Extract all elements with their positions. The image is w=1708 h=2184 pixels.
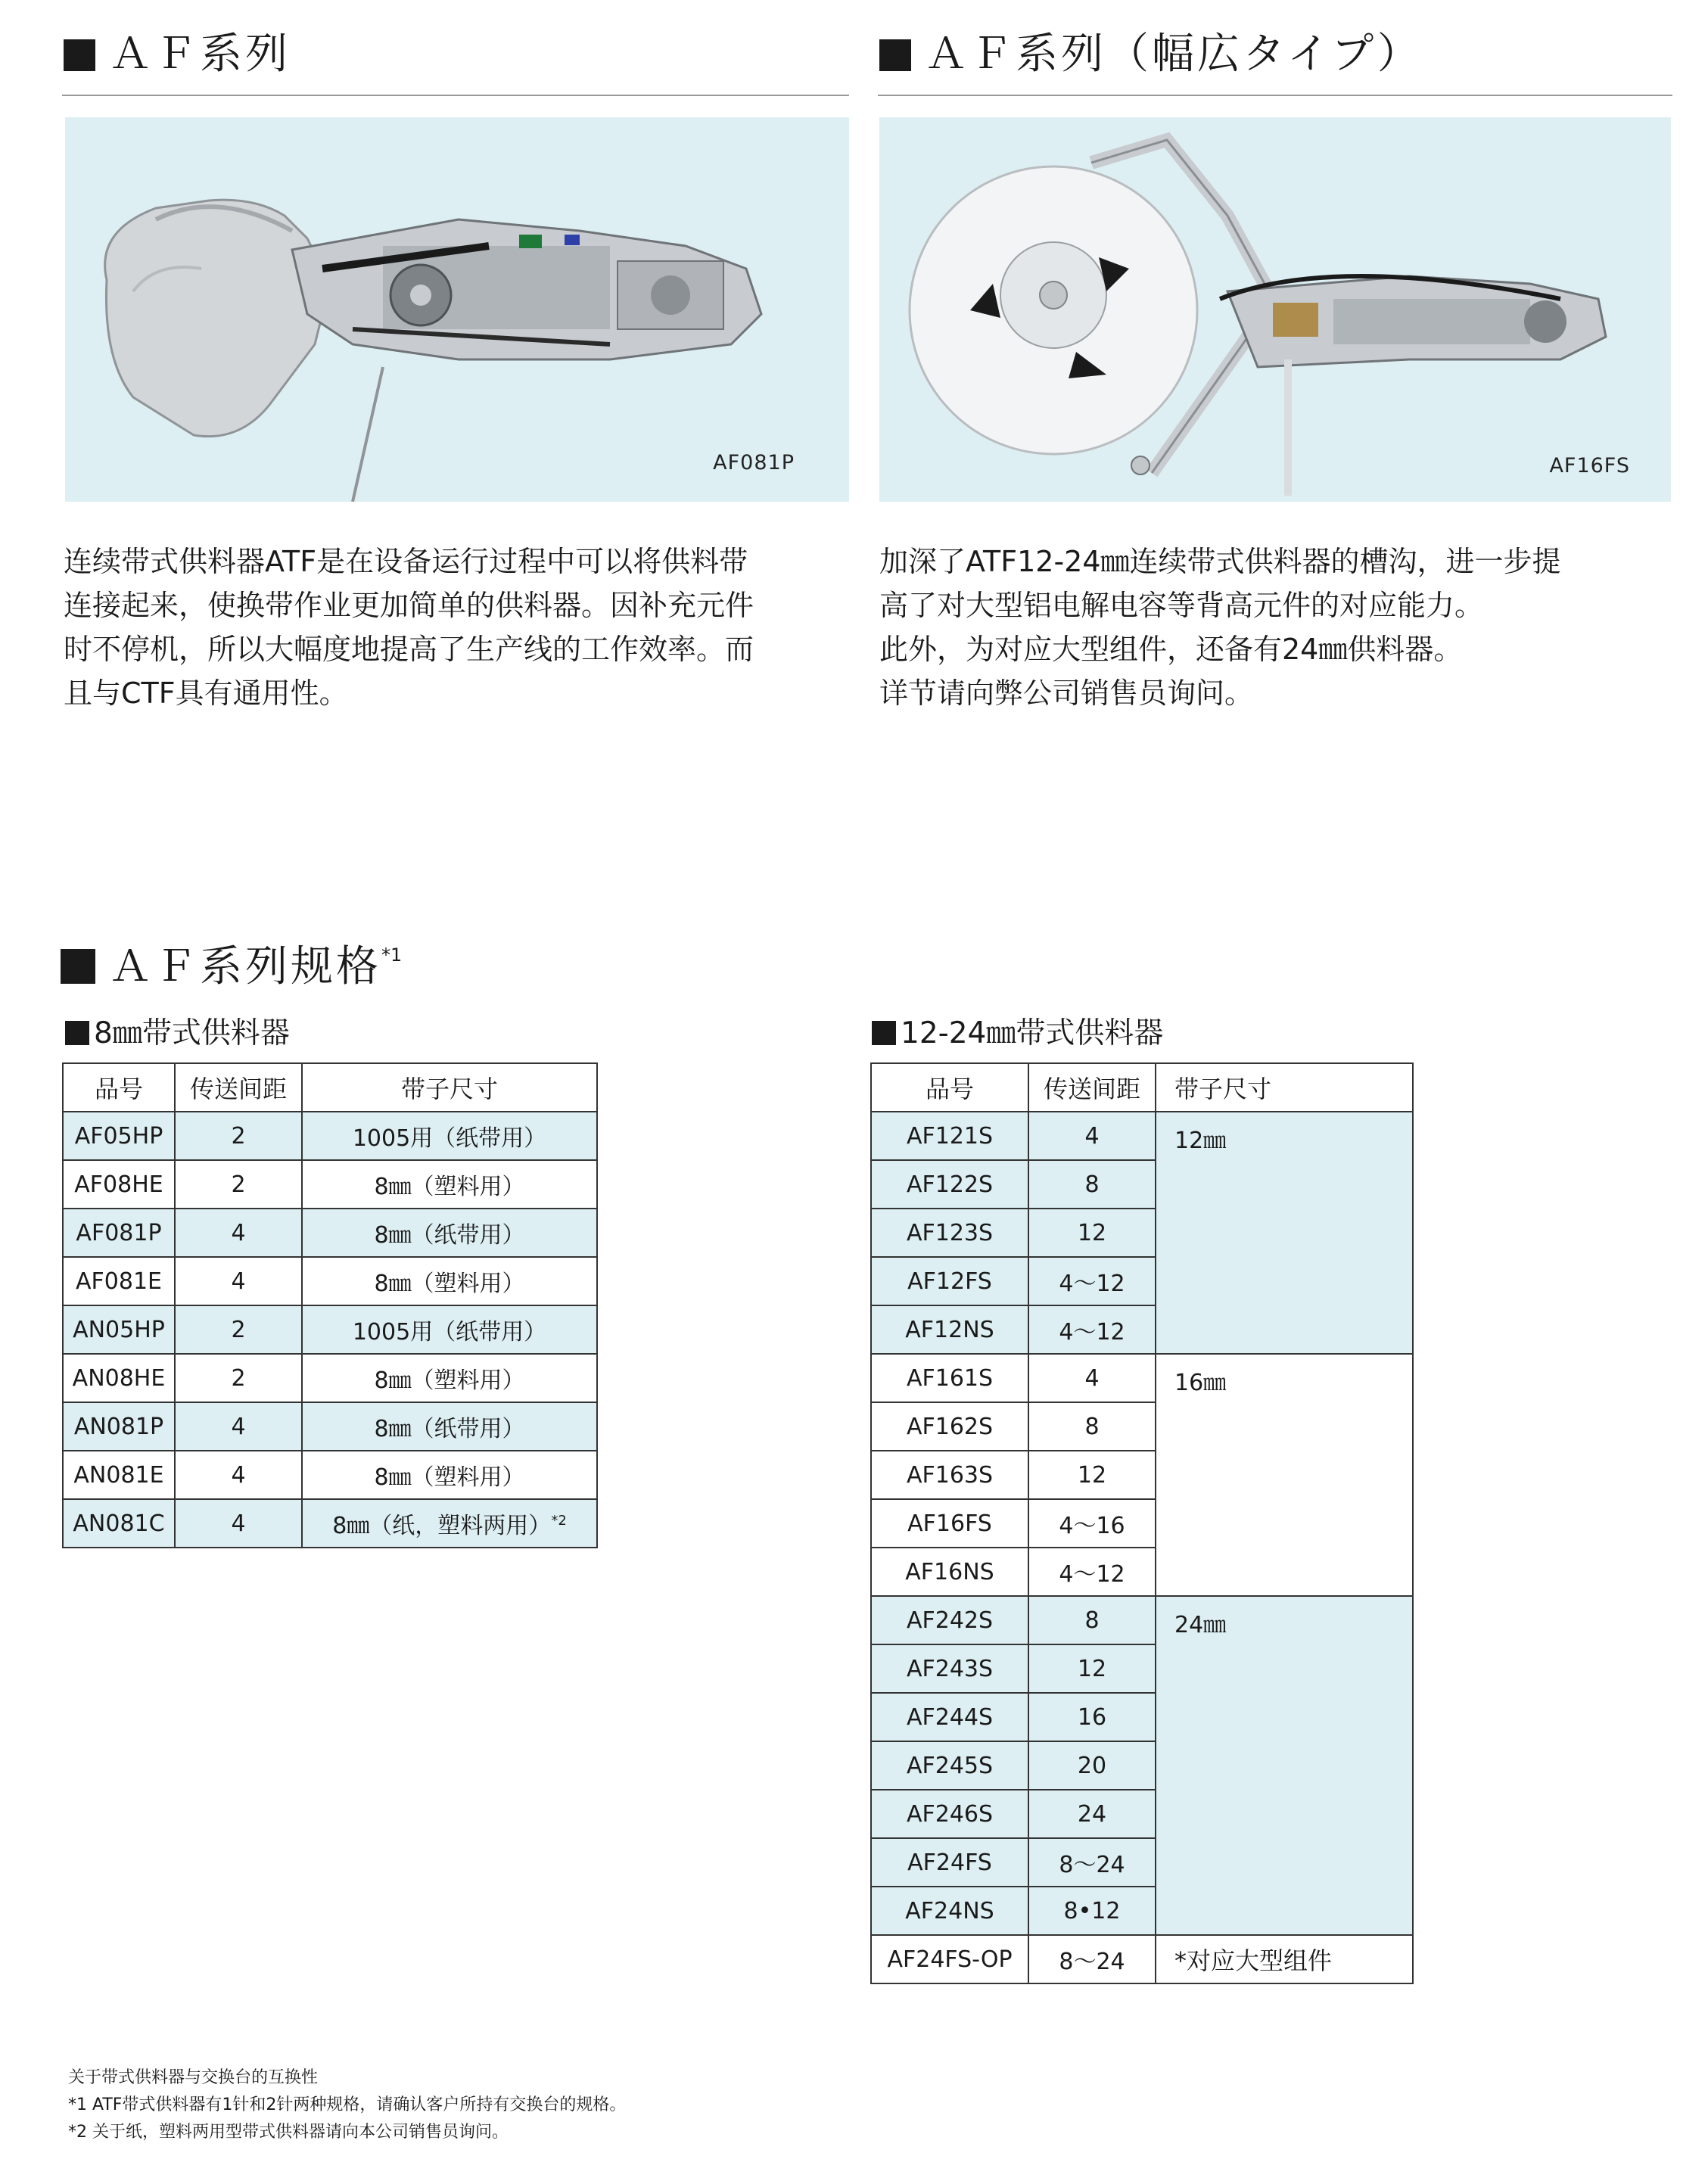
cell-model: AN081C xyxy=(63,1499,175,1548)
description-line: 加深了ATF12-24㎜连续带式供料器的槽沟，进一步提 xyxy=(879,545,1561,578)
table-row xyxy=(63,1160,597,1209)
description-line: 此外，为对应大型组件，还备有24㎜供料器。 xyxy=(879,633,1463,666)
description-line: 连续带式供料器ATF是在设备运行过程中可以将供料带 xyxy=(64,545,748,578)
cell-model: AF24FS-OP xyxy=(871,1935,1028,1983)
model-label: AF081P xyxy=(713,451,795,474)
cell-pitch: 4 xyxy=(1028,1354,1156,1402)
section-title-af-wide xyxy=(879,30,1423,79)
cell-pitch: 8•12 xyxy=(1028,1887,1156,1935)
table-row xyxy=(63,1112,597,1160)
cell-model: AN05HP xyxy=(63,1305,175,1354)
description-line: 详节请向弊公司销售员询问。 xyxy=(879,677,1254,710)
cell-pitch: 12 xyxy=(1028,1209,1156,1257)
cell-model: AN081E xyxy=(63,1451,175,1499)
square-bullet-icon xyxy=(872,1021,896,1045)
footnote: 关于带式供料器与交换台的互换性 xyxy=(68,2068,319,2087)
column-header: 带子尺寸 xyxy=(302,1063,597,1112)
cell-tape-size: 8㎜（塑料用） xyxy=(302,1257,597,1305)
feeder-illustration xyxy=(65,117,849,502)
description-line: 高了对大型铝电解电容等背高元件的对应能力。 xyxy=(879,589,1484,622)
cell-pitch: 12 xyxy=(1028,1451,1156,1499)
footnote: *2 关于纸，塑料两用型带式供料器请向本公司销售员询问。 xyxy=(68,2123,509,2142)
cell-model: AF16NS xyxy=(871,1548,1028,1596)
cell-text: 8㎜（纸，塑料两用） xyxy=(332,1513,552,1539)
table-row xyxy=(63,1305,597,1354)
cell-tape-size: 8㎜（塑料用） xyxy=(302,1354,597,1402)
description-line: 且与CTF具有通用性。 xyxy=(64,677,348,710)
square-bullet-icon xyxy=(64,39,95,71)
cell-model: AF121S xyxy=(871,1112,1028,1160)
column-header: 带子尺寸 xyxy=(1156,1063,1413,1112)
cell-pitch: 12 xyxy=(1028,1644,1156,1693)
cell-model: AF243S xyxy=(871,1644,1028,1693)
cell-pitch: 8 xyxy=(1028,1160,1156,1209)
spec-title xyxy=(61,942,403,991)
cell-model: AN08HE xyxy=(63,1354,175,1402)
cell-tape-size: 8㎜（塑料用） xyxy=(302,1451,597,1499)
cell-tape-size: 16㎜ xyxy=(1156,1354,1413,1596)
feeder-illustration xyxy=(879,117,1671,502)
cell-pitch: 2 xyxy=(175,1354,302,1402)
cell-pitch: 4 xyxy=(175,1499,302,1548)
cell-model: AN081P xyxy=(63,1402,175,1451)
table-row xyxy=(871,1596,1413,1644)
cell-model: AF161S xyxy=(871,1354,1028,1402)
table-row xyxy=(871,1354,1413,1402)
description-af-wide xyxy=(879,540,1682,715)
description-line: 连接起来，使换带作业更加简单的供料器。因补充元件 xyxy=(64,589,754,622)
cell-pitch: 4 xyxy=(1028,1112,1156,1160)
footnote-ref: *1 xyxy=(381,944,403,966)
cell-pitch: 4～12 xyxy=(1028,1548,1156,1596)
cell-model: AF16FS xyxy=(871,1499,1028,1548)
cell-model: AF245S xyxy=(871,1741,1028,1790)
divider xyxy=(878,95,1672,96)
cell-pitch: 4～12 xyxy=(1028,1305,1156,1354)
cell-pitch: 20 xyxy=(1028,1741,1156,1790)
square-bullet-icon xyxy=(61,949,95,984)
cell-tape-size xyxy=(302,1499,597,1548)
description-af-series xyxy=(64,540,858,715)
column-header: 传送间距 xyxy=(1028,1063,1156,1112)
table24-heading xyxy=(872,1016,1164,1050)
section-title-text: ＡＦ系列 xyxy=(109,30,291,79)
cell-pitch: 24 xyxy=(1028,1790,1156,1838)
cell-tape-size: 1005用（纸带用） xyxy=(302,1112,597,1160)
cell-pitch: 8 xyxy=(1028,1402,1156,1451)
column-header: 品号 xyxy=(63,1063,175,1112)
divider xyxy=(62,95,849,96)
cell-pitch: 8～24 xyxy=(1028,1935,1156,1983)
cell-model: AF08HE xyxy=(63,1160,175,1209)
cell-pitch: 8～24 xyxy=(1028,1838,1156,1887)
cell-pitch: 16 xyxy=(1028,1693,1156,1741)
cell-tape-size: 8㎜（纸带用） xyxy=(302,1209,597,1257)
cell-model: AF242S xyxy=(871,1596,1028,1644)
cell-tape-size: 8㎜（塑料用） xyxy=(302,1160,597,1209)
cell-pitch: 4～12 xyxy=(1028,1257,1156,1305)
cell-model: AF05HP xyxy=(63,1112,175,1160)
cell-model: AF12NS xyxy=(871,1305,1028,1354)
table8-heading-text: 8㎜带式供料器 xyxy=(94,1016,290,1050)
cell-model: AF244S xyxy=(871,1693,1028,1741)
cell-model: AF081P xyxy=(63,1209,175,1257)
cell-model: AF163S xyxy=(871,1451,1028,1499)
footnote-ref: *2 xyxy=(551,1513,567,1529)
cell-pitch: 2 xyxy=(175,1112,302,1160)
square-bullet-icon xyxy=(65,1021,89,1045)
cell-pitch: 2 xyxy=(175,1305,302,1354)
table8-heading xyxy=(65,1016,290,1050)
table-row xyxy=(871,1112,1413,1160)
cell-model: AF122S xyxy=(871,1160,1028,1209)
section-title-af-series xyxy=(64,30,291,79)
cell-model: AF081E xyxy=(63,1257,175,1305)
cell-pitch: 4～16 xyxy=(1028,1499,1156,1548)
footnote: *1 ATF带式供料器有1针和2针两种规格，请确认客户所持有交换台的规格。 xyxy=(68,2095,627,2114)
cell-tape-size: *对应大型组件 xyxy=(1156,1935,1413,1983)
table-row xyxy=(871,1935,1413,1983)
cell-tape-size: 12㎜ xyxy=(1156,1112,1413,1354)
cell-model: AF24FS xyxy=(871,1838,1028,1887)
spec-title-text: ＡＦ系列规格 xyxy=(109,942,381,991)
table-row xyxy=(63,1354,597,1402)
description-line: 时不停机，所以大幅度地提高了生产线的工作效率。而 xyxy=(64,633,754,666)
table-row xyxy=(63,1402,597,1451)
spec-table-8mm xyxy=(62,1062,598,1548)
cell-pitch: 4 xyxy=(175,1257,302,1305)
table-row xyxy=(63,1451,597,1499)
cell-model: AF162S xyxy=(871,1402,1028,1451)
cell-pitch: 4 xyxy=(175,1209,302,1257)
product-photo-af16fs xyxy=(879,117,1671,502)
footnotes xyxy=(68,2064,1128,2146)
model-label: AF16FS xyxy=(1549,454,1630,478)
cell-model: AF12FS xyxy=(871,1257,1028,1305)
cell-pitch: 2 xyxy=(175,1160,302,1209)
spec-table-12-24mm xyxy=(870,1062,1414,1984)
cell-model: AF123S xyxy=(871,1209,1028,1257)
section-title-text: ＡＦ系列（幅広タイプ） xyxy=(925,30,1423,79)
square-bullet-icon xyxy=(879,39,911,71)
table-row xyxy=(63,1257,597,1305)
cell-pitch: 4 xyxy=(175,1402,302,1451)
cell-pitch: 4 xyxy=(175,1451,302,1499)
table24-heading-text: 12-24㎜带式供料器 xyxy=(901,1016,1164,1050)
table-row xyxy=(63,1209,597,1257)
cell-tape-size: 1005用（纸带用） xyxy=(302,1305,597,1354)
cell-tape-size: 8㎜（纸带用） xyxy=(302,1402,597,1451)
table-row xyxy=(63,1499,597,1548)
cell-tape-size: 24㎜ xyxy=(1156,1596,1413,1935)
cell-pitch: 8 xyxy=(1028,1596,1156,1644)
product-photo-af081p xyxy=(65,117,849,502)
cell-model: AF24NS xyxy=(871,1887,1028,1935)
column-header: 品号 xyxy=(871,1063,1028,1112)
cell-model: AF246S xyxy=(871,1790,1028,1838)
column-header: 传送间距 xyxy=(175,1063,302,1112)
